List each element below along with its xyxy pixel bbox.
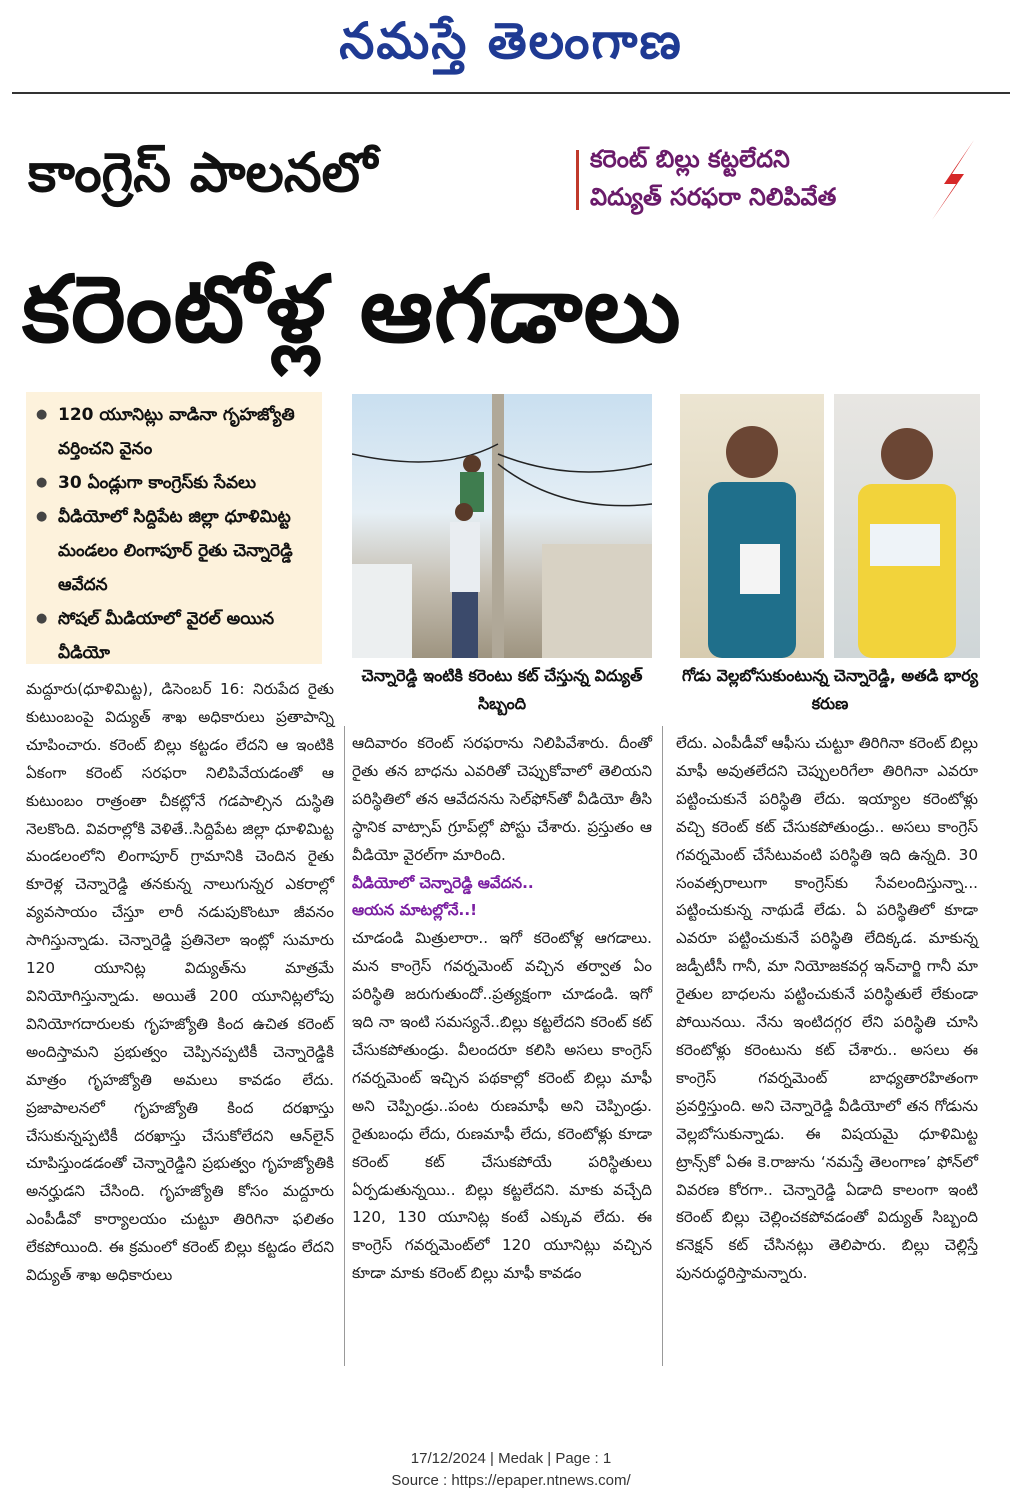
masthead: నమస్తే తెలంగాణ [339,11,683,70]
bullet-item: ● సోషల్ మీడియాలో వైరల్ అయిన వీడియో [58,602,318,670]
body-text: మద్దూరు(ధూళిమిట్ట), డిసెంబర్ 16: నిరుపేద రైతు కుటుంబంపై విద్యుత్ శాఖ అధికారులు ప్రతాపాన్ని చూపించారు. కరెంట్ బిల్లు కట్టడం లేదని ఆ ఇంటికి ఏకంగా కరెంట్ సరఫరా నిలిపివేయడంతో ఆ కుటుంబం రాత్రంతా చీకట్లోనే గడపాల్సిన దుస్థితి నెలకొంది. వివరాల్లోకి వెళితే..సిద్దిపేట జిల్లా ధూళిమిట్ట మండలంలోని లింగాపూర్ గ్రామానికి చెందిన రైతు కూరెళ్ల చెన్నారెడ్డి తనకున్న నాలుగున్నర ఎకరాల్లో వ్యవసాయం చేస్తూ లారీ నడుపుకొంటూ జీవనం సాగిస్తున్నాడు. చెన్నారెడ్డి ప్రతినెలా ఇంట్లో సుమారు 120 యూనిట్ల విద్యుత్‌ను మాత్రమే వినియోగిస్తున్నాడు. అయితే 200 యూనిట్లలోపు వినియోగదారులకు గృహజ్యోతి కింద ఉచిత కరెంట్ అందిస్తామని ప్రభుత్వం చెప్పినప్పటికీ చెన్నారెడ్డికి మాత్రం గృహజ్యోతి అమలు కావడం లేదు. ప్రజాపాలనలో గృహజ్యోతి కింద దరఖాస్తు చేసుకున్నప్పటికీ దరఖాస్తు చేసుకోలేదని ఆన్‌లైన్ చూపిస్తుండడంతో చెన్నారెడ్డిని ప్రభుత్వం గృహజ్యోతికి అనర్హుడని చేసింది. గృహజ్యోతి కోసం మద్దూరు ఎంపీడీవో కార్యాలయం చుట్టూ తిరిగినా ఫలితం లేకపోయింది. ఈ క్రమంలో కరెంట్ బిల్లు కట్టడం లేదని విద్యుత్ శాఖ అధికారులు [26,680,334,1285]
column-divider [662,726,663,1366]
column-1 [26,676,334,1290]
body-text: చూడండి మిత్రులారా.. ఇగో కరెంటోళ్ల ఆగడాలు. మన కాంగ్రెస్ గవర్నమెంట్ వచ్చిన తర్వాత ఏం పరిస్థితి జరుగుతుందో..ప్రత్యక్షంగా చూడండి. ఇగో ఇది నా ఇంటి సమస్యనే..బిల్లు కట్టలేదని కరెంట్ కట్ చేసుకపోతుండ్రు. వీలందరూ కలిసి అసలు కాంగ్రెస్ గవర్నమెంట్ ఇచ్చిన పథకాల్లో కరెంట్ బిల్లు మాఫీ అని చెప్పిండ్రు..పంట రుణమాఫీ అని చెప్పిండ్రు. రైతుబంధు లేదు, రుణమాఫీ లేదు, కరెంటోళ్లు కూడా కరెంట్ కట్ చేసుకపోయే పరిస్థితులు ఏర్పడుతున్నయి.. బిల్లు కట్టలేదని. మాకు వచ్చేది 120, 130 యూనిట్ల కంటే ఎక్కువ లేదు. ఈ కాంగ్రెస్ గవర్నమెంట్‌లో 120 యూనిట్లు వచ్చిన కూడా మాకు కరెంట్ బిల్లు మాఫీ కావడం [352,929,652,1283]
lightning-icon [930,140,976,220]
bullet-item: ● 120 యూనిట్లు వాడినా గృహజ్యోతి వర్తించని వైనం [58,398,318,466]
body-text: ఆదివారం కరెంట్ సరఫరాను నిలిపివేశారు. దీంతో రైతు తన బాధను ఎవరితో చెప్పుకోవాలో తెలియని పరిస్థితిలో తన ఆవేదనను సెల్‌ఫోన్‌తో వీడియో తీసి స్థానిక వాట్సాప్ గ్రూప్‌ల్లో పోస్టు చేశారు. ప్రస్తుతం ఆ వీడియో వైరల్‌గా మారింది. [352,734,652,864]
photo-linemen-on-pole [352,394,652,658]
photo-caption-2: గోడు వెల్లబోసుకుంటున్న చెన్నారెడ్డి, అతడి భార్య కరుణ [681,666,979,713]
bullet-item: ● వీడియోలో సిద్దిపేట జిల్లా ధూళిమిట్ట మండలం లింగాపూర్ రైతు చెన్నారెడ్డి ఆవేదన [58,500,318,602]
footer-date: 17/12/2024 | Medak | Page : 1 [410,1450,612,1467]
masthead-rule [12,92,1010,94]
photo-karuna [834,394,980,658]
subheading: వీడియోలో చెన్నారెడ్డి ఆవేదన.. [352,873,534,892]
subheading: ఆయన మాటల్లోనే..! [352,901,478,920]
deck [590,140,930,216]
bullet-box [26,392,322,664]
kicker-headline: కాంగ్రెస్ పాలనలో [28,141,378,204]
column-divider [344,726,345,1366]
footer-source: Source : https://epaper.ntnews.com/ [391,1472,631,1489]
column-2 [352,730,652,1288]
bullet-item: ● 30 ఏండ్లుగా కాంగ్రెస్‌కు సేవలు [58,466,318,500]
photo-chennareddy [680,394,824,658]
column-3 [676,730,978,1288]
body-text: లేదు. ఎంపీడీవో ఆఫీసు చుట్టూ తిరిగినా కరెంట్ బిల్లు మాఫీ అవుతలేదని చెప్పులరిగేలా తిరిగినా ఎవరూ పట్టించుకునే పరిస్థితి లేదు. ఇయ్యాల కరెంటోళ్లు వచ్చి కరెంట్ కట్ చేసుకపోతుండ్రు.. అసలు కాంగ్రెస్ గవర్నమెంట్ చేసేటువంటి పరిస్థితి ఇది ఉన్నది. 30 సంవత్సరాలుగా కాంగ్రెస్‌కు సేవలందిస్తున్నా... పట్టించుకున్న నాథుడే లేడు. ఏ పరిస్థితిలో కూడా ఎవరూ పట్టించుకునే పరిస్థితి లేదిక్కడ. మాకున్న జడ్పీటీసీ గానీ, మా నియోజకవర్గ ఇన్‌చార్జి గానీ మా రైతుల బాధలను పట్టించుకునే పరిస్థితులే లేకుండా పోయినయి. నేను ఇంటిదగ్గర లేని పరిస్థితి చూసి కరెంటోళ్లు కరెంటును కట్ చేశారు.. అసలు ఈ కాంగ్రెస్ గవర్నమెంట్ బాధ్యతారహితంగా ప్రవర్తిస్తుంది. అని చెన్నారెడ్డి వీడియోలో తన గోడును వెల్లబోసుకున్నాడు. ఈ విషయమై ధూళిమిట్ట ట్రాన్స్‌కో ఏఈ కె.రాజును ‘నమస్తే తెలంగాణ’ ఫోన్‌లో వివరణ కోరగా.. చెన్నారెడ్డి ఏడాది కాలంగా ఇంటి కరెంట్ బిల్లు చెల్లించకపోవడంతో విద్యుత్ సిబ్బంది కనెక్షన్ కట్ చేసినట్లు తెలిపారు. బిల్లు చెల్లిస్తే పునరుద్ధరిస్తామన్నారు. [676,734,978,1283]
deck-line-1: కరెంట్ బిల్లు కట్టలేదని [590,145,790,173]
main-headline: కరెంటోళ్ల ఆగడాలు [22,256,682,363]
deck-divider [576,150,579,210]
deck-line-2: విద్యుత్ సరఫరా నిలిపివేత [590,183,837,211]
photo-caption-1: చెన్నారెడ్డి ఇంటికి కరెంటు కట్ చేస్తున్న విద్యుత్ సిబ్బంది [361,666,643,713]
